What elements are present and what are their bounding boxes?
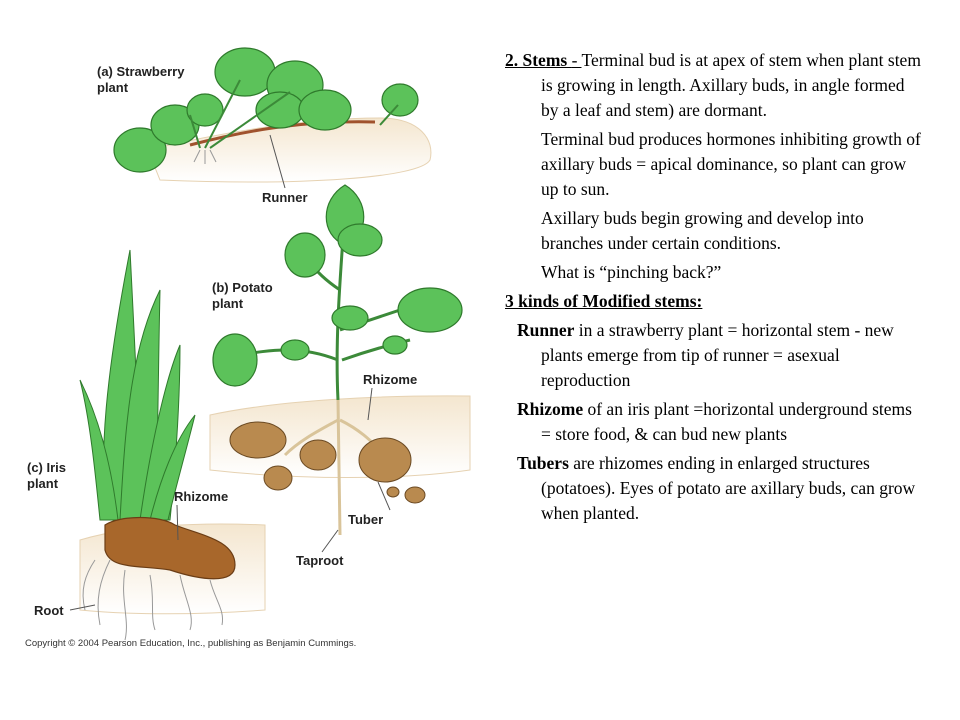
potato-plant-illustration	[210, 185, 470, 552]
tubers-paragraph	[517, 451, 925, 526]
label-rhizome-potato: Rhizome	[363, 372, 418, 387]
stems-dash: -	[571, 50, 582, 70]
tubers-term: Tubers	[517, 453, 569, 473]
label-taproot: Taproot	[296, 553, 344, 568]
label-tuber: Tuber	[348, 512, 384, 527]
runner-term: Runner	[517, 320, 575, 340]
pinching-back-question: What is “pinching back?”	[541, 262, 722, 282]
label-c-line1: (c) Iris	[27, 460, 67, 475]
label-root: Root	[34, 603, 64, 618]
runner-body: in a strawberry plant = horizontal stem - new plants emerge from tip of runner = asexual reproduction	[541, 320, 894, 390]
label-c-line2: plant	[27, 476, 59, 491]
label-runner: Runner	[262, 190, 308, 205]
label-b-line1: (b) Potato	[212, 280, 273, 295]
rhizome-term: Rhizome	[517, 399, 584, 419]
runner-paragraph	[517, 318, 925, 393]
rhizome-paragraph	[517, 397, 925, 447]
stems-heading: 2. Stems	[505, 50, 572, 70]
stems-body: Terminal bud is at apex of stem when plant stem is growing in length. Axillary buds, in angle formed by a leaf and stem) are dormant.	[541, 50, 921, 120]
label-a-line1: (a) Strawberry	[97, 64, 185, 79]
copyright-line: Copyright © 2004 Pearson Education, Inc., publishing as Benjamin Cummings.	[25, 638, 357, 649]
label-rhizome-iris: Rhizome	[174, 489, 229, 504]
modified-stems-heading: 3 kinds of Modified stems:	[505, 291, 703, 311]
label-b-line2: plant	[212, 296, 244, 311]
text-panel	[505, 48, 925, 530]
apical-dominance-paragraph: Terminal bud produces hormones inhibiting growth of axillary buds = apical dominance, so plant can grow up to sun.	[541, 129, 921, 199]
tubers-body: are rhizomes ending in enlarged structures (potatoes). Eyes of potato are axillary buds, can grow when planted.	[541, 453, 916, 523]
label-a-line2: plant	[97, 80, 129, 95]
rhizome-body: of an iris plant =horizontal underground stems = store food, & can bud new plants	[541, 399, 912, 444]
stems-paragraph	[505, 48, 925, 123]
axillary-buds-paragraph: Axillary buds begin growing and develop into branches under certain conditions.	[541, 208, 864, 253]
